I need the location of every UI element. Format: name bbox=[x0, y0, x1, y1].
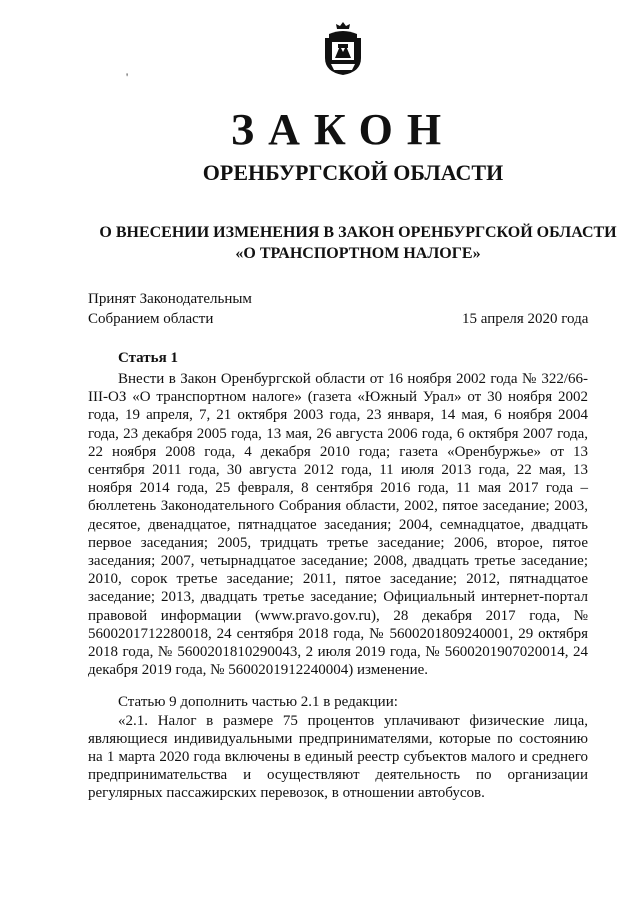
law-subject-line-2: «О ТРАНСПОРТНОМ НАЛОГЕ» bbox=[235, 245, 481, 262]
law-subject-line-1: О ВНЕСЕНИИ ИЗМЕНЕНИЯ В ЗАКОН ОРЕНБУРГСКОЙ ОБЛАСТИ bbox=[99, 224, 617, 241]
coat-of-arms-icon bbox=[323, 20, 363, 76]
adoption-line-2: Собранием области bbox=[88, 311, 214, 327]
law-subject bbox=[60, 222, 620, 264]
article-paragraph-2: Статью 9 дополнить частью 2.1 в редакции: bbox=[118, 694, 398, 711]
document-title: ЗАКОН bbox=[230, 105, 456, 154]
article-body bbox=[88, 370, 588, 803]
region-title: ОРЕНБУРГСКОЙ ОБЛАСТИ bbox=[202, 160, 504, 185]
article-heading: Статья 1 bbox=[118, 350, 178, 366]
adoption-line-1: Принят Законодательным bbox=[88, 291, 252, 307]
adoption-date: 15 апреля 2020 года bbox=[462, 311, 589, 327]
adoption-note bbox=[88, 289, 252, 329]
article-paragraph-1: Внести в Закон Оренбургской области от 16 ноября 2002 года № 322/66-III-ОЗ «О транспортном налоге» (газета «Южный Урал» от 30 ноября 2002 года, 19 апреля, 7, 21 октября 2003 года, 23 января, 14 мая, 6 ноября 2004 года, 23 декабря 2005 года, 13 мая, 26 августа 2006 года, 6 октября 2007 года, 22 ноября 2008 года, 4 декабря 2010 года; газета «Оренбуржье» от 13 сентября 2011 года, 30 августа 2012 года, 11 июля 2013 года, 22 мая, 13 ноября 2014 года, 25 февраля, 8 сентября 2016 года, 11 мая 2017 года – бюллетень Законодательного Собрания области, 2002, пятое заседание; 2003, десятое, двенадцатое, пятнадцатое заседания; 2004, семнадцатое, двадцать первое заседания; 2005, тридцать третье заседание; 2006, второе, пятое заседания; 2007, четырнадцатое заседание; 2008, двадцать третье заседание; 2010, сорок третье заседание; 2011, пятое заседание; 2012, пятнадцатое заседание; 2013, двадцать третье заседание; Официальный интернет-портал правовой информации (www.pravo.gov.ru), 28 декабря 2017 года, № 5600201712280018, 24 сентября 2018 года, № 5600201809240001, 29 октября 2018 года, № 5600201810290043, 2 июля 2019 года, № 5600201907020014, 24 декабря 2019 года, № 5600201912240004) изменение. bbox=[88, 371, 588, 679]
margin-mark: ' bbox=[126, 70, 129, 84]
article-paragraph-3: «2.1. Налог в размере 75 процентов уплачивают физические лица, являющиеся индивидуальными предпринимателями, которые по состоянию на 1 марта 2020 года включены в единый реестр субъектов малого и среднего предпринимательства и осуществляют деятельность по организации регулярных пассажирских перевозок, в отношении автобусов. bbox=[88, 712, 588, 802]
